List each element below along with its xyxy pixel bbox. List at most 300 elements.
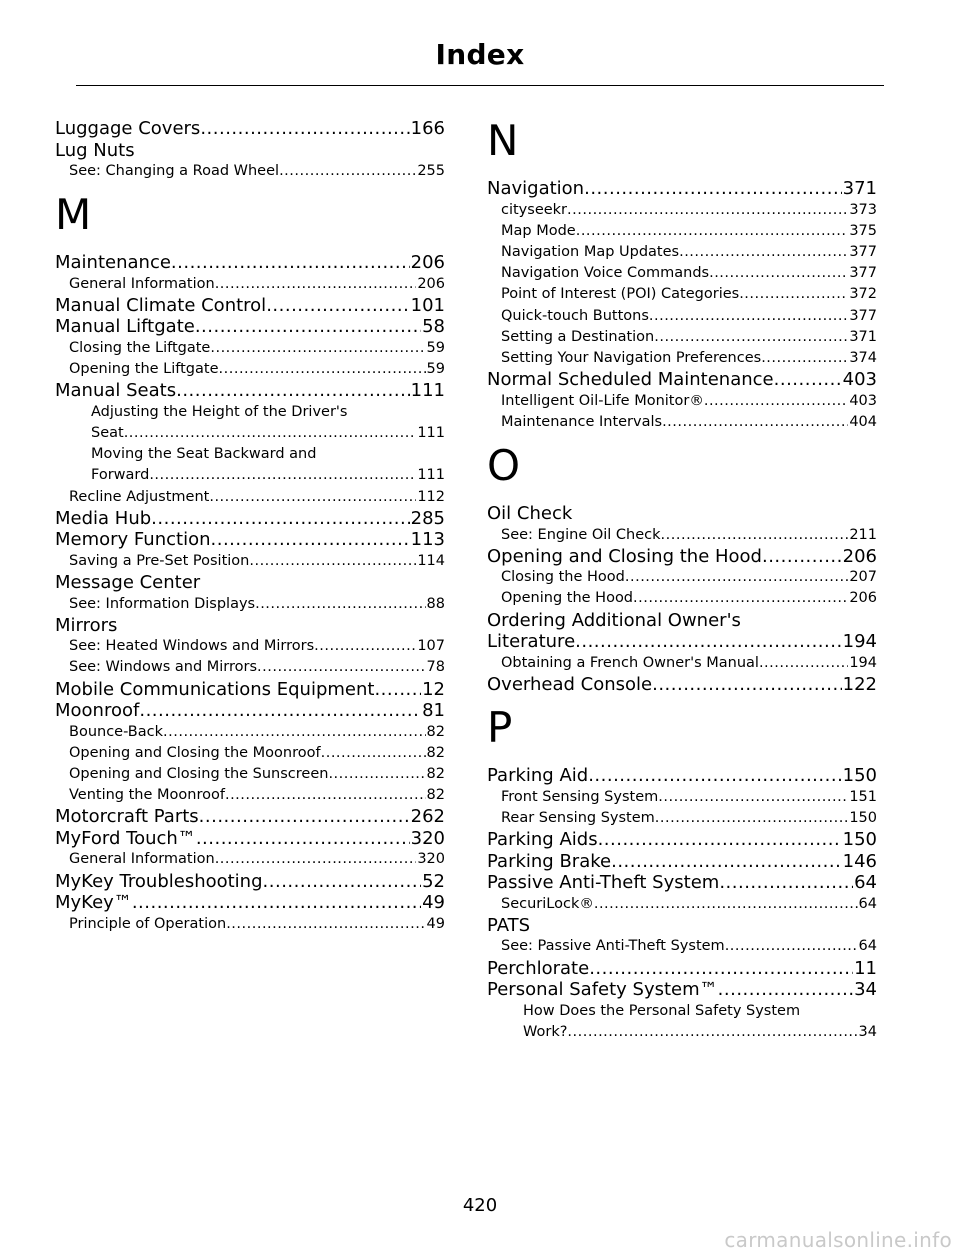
entry-row bbox=[55, 871, 445, 893]
entry-text-continued: Work? bbox=[523, 1023, 568, 1040]
index-subentry[interactable] bbox=[487, 1001, 877, 1043]
index-subentry[interactable] bbox=[487, 567, 877, 588]
index-entry[interactable] bbox=[55, 892, 445, 914]
page-ref[interactable]: 82 bbox=[426, 744, 445, 761]
dot-leader bbox=[249, 551, 416, 572]
page-ref[interactable]: 404 bbox=[849, 413, 877, 430]
entry-row bbox=[55, 679, 445, 701]
entry-text: Closing the Hood bbox=[501, 569, 625, 586]
entry-row bbox=[69, 465, 445, 486]
entry-text: Rear Sensing System bbox=[501, 810, 655, 827]
entry-row bbox=[69, 657, 445, 678]
dot-leader bbox=[210, 338, 425, 359]
dot-leader bbox=[171, 252, 410, 274]
entry-row bbox=[501, 221, 877, 242]
entry-text: Saving a Pre-Set Position bbox=[69, 552, 250, 569]
page-ref[interactable]: 34 bbox=[858, 1023, 877, 1040]
dot-leader bbox=[139, 700, 421, 722]
entry-text: Overhead Console bbox=[487, 673, 653, 695]
page-ref[interactable]: 59 bbox=[426, 361, 445, 378]
dot-leader bbox=[719, 872, 853, 894]
index-subentry[interactable] bbox=[55, 657, 445, 678]
dot-leader bbox=[176, 380, 410, 402]
page-ref[interactable]: 82 bbox=[426, 723, 445, 740]
entry-text: Opening and Closing the Sunscreen bbox=[69, 766, 329, 783]
dot-leader bbox=[662, 412, 848, 433]
page-ref[interactable]: 111 bbox=[417, 425, 445, 442]
index-subentry[interactable] bbox=[487, 525, 877, 546]
index-subentry[interactable] bbox=[487, 391, 877, 412]
dot-leader bbox=[774, 369, 842, 391]
dot-leader bbox=[263, 871, 422, 893]
page-ref[interactable]: 255 bbox=[417, 163, 445, 179]
dot-leader bbox=[200, 118, 409, 140]
index-entry[interactable] bbox=[487, 503, 877, 525]
dot-leader bbox=[584, 178, 842, 200]
entry-text: PATS bbox=[487, 914, 531, 936]
entry-row bbox=[69, 636, 445, 657]
page-ref[interactable]: 112 bbox=[417, 488, 445, 505]
entry-text: Moonroof bbox=[55, 700, 140, 722]
entry-text: Opening and Closing the Hood bbox=[487, 545, 762, 567]
entry-row bbox=[501, 242, 877, 263]
index-subentry[interactable] bbox=[55, 594, 445, 615]
entry-text: Opening and Closing the Moonroof bbox=[69, 744, 321, 761]
dot-leader bbox=[704, 391, 848, 412]
entry-text: Navigation Voice Commands bbox=[501, 265, 710, 282]
page-ref[interactable]: 49 bbox=[426, 915, 445, 932]
index-entry[interactable] bbox=[55, 316, 445, 338]
entry-text: Perchlorate bbox=[487, 957, 590, 979]
dot-leader bbox=[625, 567, 848, 588]
page-ref[interactable]: 206 bbox=[849, 590, 877, 607]
index-subentry[interactable] bbox=[55, 551, 445, 572]
entry-text: Media Hub bbox=[55, 507, 152, 529]
dot-leader bbox=[226, 914, 425, 935]
page-ref[interactable]: 320 bbox=[410, 827, 445, 849]
dot-leader bbox=[328, 764, 425, 785]
dot-leader bbox=[195, 316, 421, 338]
entry-row bbox=[501, 936, 877, 957]
index-entry[interactable] bbox=[55, 140, 445, 162]
entry-text: Closing the Liftgate bbox=[69, 339, 211, 356]
dot-leader bbox=[211, 529, 410, 551]
dot-leader bbox=[199, 806, 410, 828]
entry-row bbox=[69, 743, 445, 764]
page-ref[interactable]: 52 bbox=[422, 870, 445, 892]
entry-row bbox=[69, 594, 445, 615]
dot-leader bbox=[374, 679, 421, 701]
dot-leader bbox=[761, 348, 848, 369]
page-ref[interactable]: 12 bbox=[422, 678, 445, 700]
index-column-left bbox=[55, 118, 445, 935]
entry-text: Oil Check bbox=[487, 503, 573, 525]
page-ref[interactable]: 146 bbox=[842, 850, 877, 872]
page-header bbox=[0, 0, 960, 90]
entry-text: MyFord Touch™ bbox=[55, 827, 196, 849]
dot-leader bbox=[655, 808, 849, 829]
dot-leader bbox=[266, 295, 409, 317]
page-ref[interactable]: 377 bbox=[849, 265, 877, 282]
entry-row bbox=[487, 503, 877, 525]
dot-leader bbox=[739, 284, 848, 305]
entry-row bbox=[501, 284, 877, 305]
index-entry[interactable] bbox=[55, 615, 445, 637]
index-subentry[interactable] bbox=[55, 161, 445, 182]
page-ref[interactable]: 114 bbox=[417, 552, 445, 569]
entry-row bbox=[501, 808, 877, 829]
page-ref[interactable]: 11 bbox=[854, 957, 877, 979]
entry-row bbox=[55, 615, 445, 637]
dot-leader bbox=[132, 892, 421, 914]
entry-row bbox=[69, 359, 445, 380]
entry-row bbox=[55, 295, 445, 317]
entry-row bbox=[55, 316, 445, 338]
entry-row bbox=[55, 700, 445, 722]
index-entry[interactable] bbox=[55, 700, 445, 722]
entry-row bbox=[501, 348, 877, 369]
entry-row bbox=[69, 487, 445, 508]
index-subentry[interactable] bbox=[55, 743, 445, 764]
index-entry[interactable] bbox=[487, 979, 877, 1001]
index-subentry[interactable] bbox=[487, 412, 877, 433]
page-ref[interactable]: 122 bbox=[842, 673, 877, 695]
entry-row bbox=[69, 423, 445, 444]
index-entry[interactable] bbox=[55, 806, 445, 828]
entry-row bbox=[69, 785, 445, 806]
entry-row bbox=[69, 338, 445, 359]
entry-text: Personal Safety System™ bbox=[487, 979, 718, 1001]
page-ref[interactable]: 371 bbox=[849, 328, 877, 345]
section-letter: P bbox=[487, 703, 513, 753]
entry-text: Lug Nuts bbox=[55, 139, 135, 161]
index-subentry[interactable] bbox=[55, 722, 445, 743]
entry-text: Map Mode bbox=[501, 222, 576, 239]
index-entry[interactable] bbox=[487, 765, 877, 787]
dot-leader bbox=[219, 359, 426, 380]
dot-leader bbox=[709, 263, 848, 284]
entry-text: Intelligent Oil-Life Monitor® bbox=[501, 392, 704, 409]
entry-text: Front Sensing System bbox=[501, 788, 659, 805]
dot-leader bbox=[124, 423, 417, 444]
entry-text: SecuriLock® bbox=[501, 895, 594, 912]
dot-leader bbox=[567, 200, 848, 221]
index-subentry[interactable] bbox=[487, 306, 877, 327]
page-ref[interactable]: 285 bbox=[410, 507, 445, 529]
entry-row bbox=[487, 915, 877, 937]
index-subentry[interactable] bbox=[487, 221, 877, 242]
entry-text-continued: Seat bbox=[91, 425, 124, 442]
entry-row bbox=[55, 892, 445, 914]
index-subentry[interactable] bbox=[487, 936, 877, 957]
page-ref[interactable]: 81 bbox=[422, 700, 445, 722]
dot-leader bbox=[759, 653, 848, 674]
index-subentry[interactable] bbox=[487, 808, 877, 829]
dot-leader bbox=[649, 306, 848, 327]
page-ref[interactable]: 374 bbox=[849, 349, 877, 366]
dot-leader bbox=[255, 594, 425, 615]
entry-text-continued: Forward bbox=[91, 467, 150, 484]
page-ref[interactable]: 34 bbox=[854, 979, 877, 1001]
index-subentry[interactable] bbox=[55, 636, 445, 657]
section-letter: M bbox=[55, 190, 92, 240]
dot-leader bbox=[679, 242, 848, 263]
entry-text: Mobile Communications Equipment bbox=[55, 678, 375, 700]
page-ref[interactable]: 59 bbox=[426, 339, 445, 356]
index-subentry[interactable] bbox=[487, 284, 877, 305]
index-subentry[interactable] bbox=[487, 653, 877, 674]
dot-leader bbox=[209, 487, 416, 508]
page-ref[interactable]: 372 bbox=[849, 286, 877, 303]
entry-text: Message Center bbox=[55, 572, 201, 594]
index-entry[interactable] bbox=[55, 252, 445, 274]
entry-text: Manual Climate Control bbox=[55, 294, 267, 316]
index-entry[interactable] bbox=[55, 679, 445, 701]
index-entry[interactable] bbox=[55, 871, 445, 893]
page-ref[interactable]: 403 bbox=[849, 392, 877, 409]
dot-leader bbox=[658, 787, 848, 808]
index-subentry[interactable] bbox=[55, 359, 445, 380]
page-ref[interactable]: 64 bbox=[858, 895, 877, 912]
page-ref[interactable]: 377 bbox=[849, 307, 877, 324]
entry-row bbox=[55, 572, 445, 594]
entry-text: How Does the Personal Safety System bbox=[523, 1002, 801, 1019]
entry-text: Manual Seats bbox=[55, 380, 177, 402]
entry-text: Obtaining a French Owner's Manual bbox=[501, 654, 759, 671]
index-subentry[interactable] bbox=[487, 200, 877, 221]
page-ref[interactable]: 371 bbox=[842, 178, 877, 199]
entry-text: MyKey Troubleshooting bbox=[55, 870, 263, 892]
page-ref[interactable]: 150 bbox=[849, 810, 877, 827]
page-ref[interactable]: 206 bbox=[842, 545, 877, 567]
index-entry[interactable] bbox=[487, 178, 877, 200]
entry-row bbox=[55, 508, 445, 530]
watermark: carmanualsonline.info bbox=[724, 1228, 952, 1252]
entry-text: General Information bbox=[69, 851, 215, 868]
entry-row bbox=[69, 274, 445, 295]
header-rule bbox=[76, 85, 884, 86]
entry-text: Setting a Destination bbox=[501, 328, 655, 345]
entry-text: Motorcraft Parts bbox=[55, 806, 199, 828]
index-subentry[interactable] bbox=[487, 348, 877, 369]
entry-row bbox=[487, 851, 877, 873]
index-entry[interactable] bbox=[487, 610, 877, 653]
entry-row bbox=[55, 828, 445, 850]
entry-row bbox=[487, 546, 877, 568]
index-entry[interactable] bbox=[55, 828, 445, 850]
entry-text: Opening the Liftgate bbox=[69, 361, 219, 378]
page-ref[interactable]: 166 bbox=[410, 118, 445, 139]
index-subentry[interactable] bbox=[55, 764, 445, 785]
dot-leader bbox=[725, 936, 858, 957]
dot-leader bbox=[215, 274, 417, 295]
entry-row bbox=[55, 140, 445, 162]
index-entry[interactable] bbox=[55, 118, 445, 140]
entry-text: Maintenance bbox=[55, 252, 171, 274]
entry-row bbox=[487, 674, 877, 696]
dot-leader bbox=[321, 743, 426, 764]
page-ref[interactable]: 150 bbox=[842, 765, 877, 787]
dot-leader bbox=[279, 161, 416, 182]
page-ref[interactable]: 150 bbox=[842, 829, 877, 851]
page-ref[interactable]: 206 bbox=[410, 252, 445, 274]
entry-text-continued: Literature bbox=[487, 631, 576, 653]
entry-text: Setting Your Navigation Preferences bbox=[501, 349, 762, 366]
entry-row bbox=[501, 306, 877, 327]
entry-text: Navigation bbox=[487, 178, 585, 199]
page-ref[interactable]: 49 bbox=[422, 892, 445, 914]
entry-row bbox=[487, 979, 877, 1001]
index-entry[interactable] bbox=[487, 915, 877, 937]
page-ref[interactable]: 206 bbox=[417, 275, 445, 292]
entry-row bbox=[501, 588, 877, 609]
page-ref[interactable]: 403 bbox=[842, 369, 877, 391]
page-ref[interactable]: 82 bbox=[426, 766, 445, 783]
entry-text: Recline Adjustment bbox=[69, 488, 210, 505]
page-ref[interactable]: 101 bbox=[410, 294, 445, 316]
index-subentry[interactable] bbox=[487, 327, 877, 348]
page-ref[interactable]: 58 bbox=[422, 316, 445, 338]
entry-text: Parking Aid bbox=[487, 765, 589, 787]
index-subentry[interactable] bbox=[55, 487, 445, 508]
index-subentry[interactable] bbox=[55, 914, 445, 935]
entry-text: Luggage Covers bbox=[55, 118, 201, 139]
index-entry[interactable] bbox=[55, 529, 445, 551]
page-ref[interactable]: 88 bbox=[426, 595, 445, 612]
entry-row bbox=[69, 764, 445, 785]
page-ref[interactable]: 373 bbox=[849, 201, 877, 218]
entry-row bbox=[69, 914, 445, 935]
entry-text: See: Engine Oil Check bbox=[501, 526, 661, 543]
section-letter: O bbox=[487, 441, 521, 491]
index-entry[interactable] bbox=[487, 674, 877, 696]
entry-text: Normal Scheduled Maintenance bbox=[487, 369, 774, 391]
page-ref[interactable]: 78 bbox=[426, 659, 445, 676]
entry-text: See: Windows and Mirrors bbox=[69, 659, 258, 676]
entry-row bbox=[501, 391, 877, 412]
dot-leader bbox=[588, 765, 841, 787]
page-ref[interactable]: 82 bbox=[426, 787, 445, 804]
entry-row bbox=[501, 567, 877, 588]
entry-row bbox=[55, 252, 445, 274]
entry-text: See: Changing a Road Wheel bbox=[69, 163, 280, 179]
entry-text: cityseekr bbox=[501, 201, 568, 218]
page-ref[interactable]: 207 bbox=[849, 569, 877, 586]
index-entry[interactable] bbox=[55, 508, 445, 530]
index-subentry[interactable] bbox=[487, 894, 877, 915]
dot-leader bbox=[314, 636, 416, 657]
index-entry[interactable] bbox=[55, 380, 445, 402]
dot-leader bbox=[718, 979, 853, 1001]
entry-row bbox=[69, 161, 445, 182]
index-entry[interactable] bbox=[487, 829, 877, 851]
index-entry[interactable] bbox=[487, 851, 877, 873]
entry-text: See: Passive Anti-Theft System bbox=[501, 938, 725, 955]
index-entry[interactable] bbox=[55, 572, 445, 594]
entry-text: Adjusting the Height of the Driver's bbox=[91, 403, 348, 420]
entry-text: Manual Liftgate bbox=[55, 316, 195, 338]
index-entry[interactable] bbox=[487, 369, 877, 391]
page-title: Index bbox=[435, 38, 525, 71]
entry-row bbox=[487, 958, 877, 980]
index-subentry[interactable] bbox=[487, 588, 877, 609]
dot-leader bbox=[652, 674, 842, 696]
dot-leader bbox=[611, 851, 842, 873]
index-entry[interactable] bbox=[487, 872, 877, 894]
entry-row bbox=[501, 653, 877, 674]
index-subentry[interactable] bbox=[487, 263, 877, 284]
index-entry[interactable] bbox=[487, 958, 877, 980]
index-entry[interactable] bbox=[487, 546, 877, 568]
page-ref[interactable]: 64 bbox=[858, 938, 877, 955]
page-ref[interactable]: 375 bbox=[849, 222, 877, 239]
page-ref[interactable]: 113 bbox=[410, 529, 445, 551]
entry-text: Principle of Operation bbox=[69, 915, 227, 932]
entry-row bbox=[487, 178, 877, 200]
index-subentry[interactable] bbox=[55, 444, 445, 486]
entry-text: Quick-touch Buttons bbox=[501, 307, 649, 324]
page-ref[interactable]: 262 bbox=[410, 806, 445, 828]
entry-row bbox=[55, 380, 445, 402]
page-number: 420 bbox=[462, 1195, 498, 1216]
entry-text: MyKey™ bbox=[55, 892, 132, 914]
entry-row bbox=[55, 806, 445, 828]
index-subentry[interactable] bbox=[487, 242, 877, 263]
index-subentry[interactable] bbox=[55, 274, 445, 295]
entry-text: Bounce-Back bbox=[69, 723, 164, 740]
dot-leader bbox=[151, 508, 409, 530]
page-ref[interactable]: 211 bbox=[849, 526, 877, 543]
index-subentry[interactable] bbox=[55, 849, 445, 870]
entry-text: Moving the Seat Backward and bbox=[91, 446, 317, 463]
index-subentry[interactable] bbox=[55, 338, 445, 359]
dot-leader bbox=[196, 828, 410, 850]
entry-text: Venting the Moonroof bbox=[69, 787, 225, 804]
entry-row bbox=[501, 1022, 877, 1043]
page-ref[interactable]: 111 bbox=[417, 467, 445, 484]
index-entry[interactable] bbox=[55, 295, 445, 317]
entry-text: Parking Brake bbox=[487, 850, 612, 872]
entry-text: Navigation Map Updates bbox=[501, 243, 680, 260]
page-ref[interactable]: 194 bbox=[849, 654, 877, 671]
entry-row bbox=[55, 118, 445, 140]
dot-leader bbox=[575, 631, 842, 653]
dot-leader bbox=[598, 829, 842, 851]
page-ref[interactable]: 107 bbox=[417, 638, 445, 655]
dot-leader bbox=[567, 1022, 857, 1043]
entry-row bbox=[501, 327, 877, 348]
dot-leader bbox=[633, 588, 848, 609]
page-ref[interactable]: 151 bbox=[849, 788, 877, 805]
page-ref[interactable]: 377 bbox=[849, 243, 877, 260]
entry-row bbox=[69, 722, 445, 743]
page-ref[interactable]: 64 bbox=[854, 872, 877, 894]
entry-row bbox=[501, 263, 877, 284]
entry-row bbox=[487, 765, 877, 787]
entry-row bbox=[501, 200, 877, 221]
index-subentry[interactable] bbox=[55, 785, 445, 806]
entry-text: Mirrors bbox=[55, 614, 118, 636]
entry-row bbox=[501, 787, 877, 808]
page-ref[interactable]: 111 bbox=[410, 380, 445, 402]
page-ref[interactable]: 320 bbox=[417, 851, 445, 868]
entry-row bbox=[55, 529, 445, 551]
entry-text: Opening the Hood bbox=[501, 590, 634, 607]
page-ref[interactable]: 194 bbox=[842, 631, 877, 653]
index-subentry[interactable] bbox=[55, 402, 445, 444]
index-subentry[interactable] bbox=[487, 787, 877, 808]
dot-leader bbox=[594, 894, 858, 915]
